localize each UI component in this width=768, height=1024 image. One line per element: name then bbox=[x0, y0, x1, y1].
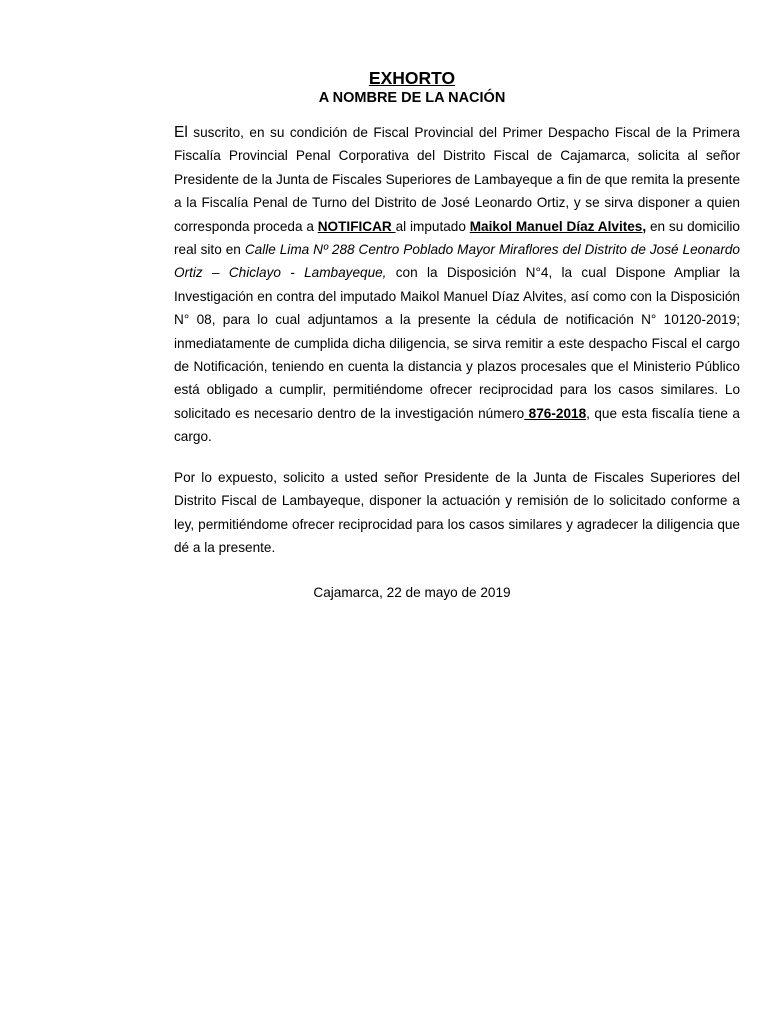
paragraph-text: suscrito, en su condición de Fiscal Provincial del Primer Despacho Fiscal de la Primera Fiscalía Provincial Penal Corporativa del Distrito Fiscal de Cajamarca, solicita al señor Presidente de la Junta de Fiscales Superiores de Lambayeque a fin de que remita la presente a la Fiscalía Penal de Turno del Distrito de José Leonardo Ortiz, y se sirva disponer a quien corresponda proceda a bbox=[174, 125, 740, 234]
imputado-name: Maikol Manuel Díaz Alvites, bbox=[469, 218, 647, 234]
paragraph-text: , que esta fiscalía tiene a cargo. bbox=[174, 405, 740, 445]
case-number: 876-2018 bbox=[524, 405, 587, 421]
body-paragraph-2: Por lo expuesto, solicito a usted señor Presidente de la Junta de Fiscales Superiores del Distrito Fiscal de Lambayeque, disponer la actuación y remisión de lo solicitado conforme a ley, permitiéndome ofrecer reciprocidad para los casos similares y agradecer la diligencia que dé a la presente. bbox=[174, 470, 740, 556]
paragraph-text: con la Disposición N°4, la cual Dispone Ampliar la Investigación en contra del imputado Maikol Manuel Díaz Alvites, así como con la Disposición N° 08, para lo cual adjuntamos a la presente la cédula de notificación N° 10120-2019; inmediatamente de cumplida dicha diligencia, se sirva remitir a este despacho Fiscal el cargo de Notificación, teniendo en cuenta la distancia y plazos procesales que el Ministerio Público está obligado a cumplir, permitiéndome ofrecer reciprocidad para los casos similares. Lo solicitado es necesario dentro de la investigación número bbox=[174, 265, 740, 421]
body-paragraph-1 bbox=[129, 121, 740, 449]
paragraph-text: en su domicilio real sito en bbox=[174, 218, 740, 258]
document-subtitle: A NOMBRE DE LA NACIÓN bbox=[318, 90, 506, 106]
paragraph-first-word: El bbox=[174, 124, 188, 141]
address-text: Calle Lima Nº 288 Centro Poblado Mayor Miraflores del Distrito de José Leonardo Ortiz – Chiclayo - Lambayeque, bbox=[174, 242, 740, 281]
paragraph-text: al imputado bbox=[395, 218, 470, 234]
document-title: EXHORTO bbox=[368, 68, 456, 88]
date-line: Cajamarca, 22 de mayo de 2019 bbox=[313, 585, 511, 600]
notificar-emphasis: NOTIFICAR bbox=[317, 218, 396, 234]
